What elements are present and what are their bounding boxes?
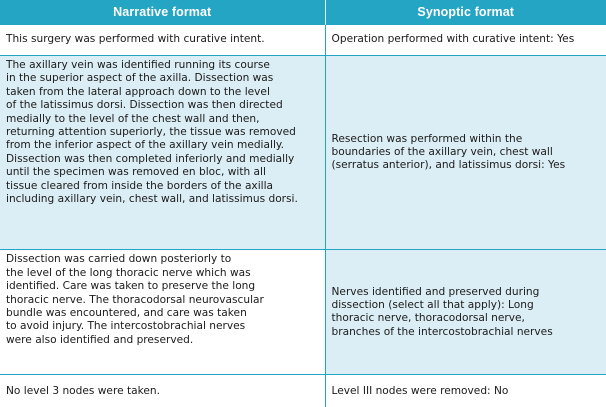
text-line: This surgery was performed with curative intent. xyxy=(6,33,265,46)
text-line: from the inferior aspect of the axillary vein medially. xyxy=(6,139,285,152)
text-line: taken from the lateral approach down to the level xyxy=(6,85,270,98)
narrative-cell xyxy=(0,56,325,250)
narrative-cell xyxy=(0,25,325,56)
text-line: including axillary vein, chest wall, and latissimus dorsi. xyxy=(6,193,298,206)
text-line: of the latissimus dorsi. Dissection was then directed xyxy=(6,99,283,112)
text-line: returning attention superiorly, the tissue was removed xyxy=(6,126,296,139)
text-line: medially to the level of the chest wall and then, xyxy=(6,112,260,125)
text-line: The axillary vein was identified running its course xyxy=(6,59,270,72)
synoptic-cell xyxy=(325,25,606,56)
table-row xyxy=(0,250,606,375)
text-line: in the superior aspect of the axilla. Dissection was xyxy=(6,72,274,85)
text-line: identified. Care was taken to preserve the long xyxy=(6,280,256,293)
narrative-cell xyxy=(0,250,325,375)
header-narrative: Narrative format xyxy=(0,0,325,25)
text-line: Operation performed with curative intent: Yes xyxy=(331,33,575,46)
text-line: thoracic nerve. The thoracodorsal neurovascular xyxy=(6,293,264,306)
header-row xyxy=(0,0,606,25)
text-line: the level of the long thoracic nerve which was xyxy=(6,266,251,279)
text-line: boundaries of the axillary vein, chest wall xyxy=(331,145,553,158)
text-line: branches of the intercostobrachial nerves xyxy=(331,325,553,338)
text-line: (serratus anterior), and latissimus dorsi: Yes xyxy=(331,159,566,172)
text-line: Dissection was then completed inferiorly and medially xyxy=(6,152,295,165)
text-line: until the specimen was removed en bloc, with all xyxy=(6,166,266,179)
header-synoptic: Synoptic format xyxy=(325,0,606,25)
text-line: to avoid injury. The intercostobrachial nerves xyxy=(6,320,246,333)
text-line: Nerves identified and preserved during xyxy=(331,285,540,298)
text-line: Resection was performed within the xyxy=(331,132,523,145)
synoptic-cell xyxy=(325,250,606,375)
table-row xyxy=(0,375,606,407)
text-line: thoracic nerve, thoracodorsal nerve, xyxy=(331,312,525,325)
synoptic-cell xyxy=(325,375,606,407)
text-line: Dissection was carried down posteriorly to xyxy=(6,253,232,266)
table-row xyxy=(0,56,606,250)
synoptic-cell xyxy=(325,56,606,250)
text-line: were also identified and preserved. xyxy=(6,333,194,346)
text-line: dissection (select all that apply): Long xyxy=(331,298,534,311)
text-line: No level 3 nodes were taken. xyxy=(6,384,160,397)
text-line: bundle was encountered, and care was taken xyxy=(6,306,247,319)
text-line: tissue cleared from inside the borders of the axilla xyxy=(6,179,274,192)
narrative-cell xyxy=(0,375,325,407)
text-line: Level III nodes were removed: No xyxy=(331,384,509,397)
table-row xyxy=(0,25,606,56)
